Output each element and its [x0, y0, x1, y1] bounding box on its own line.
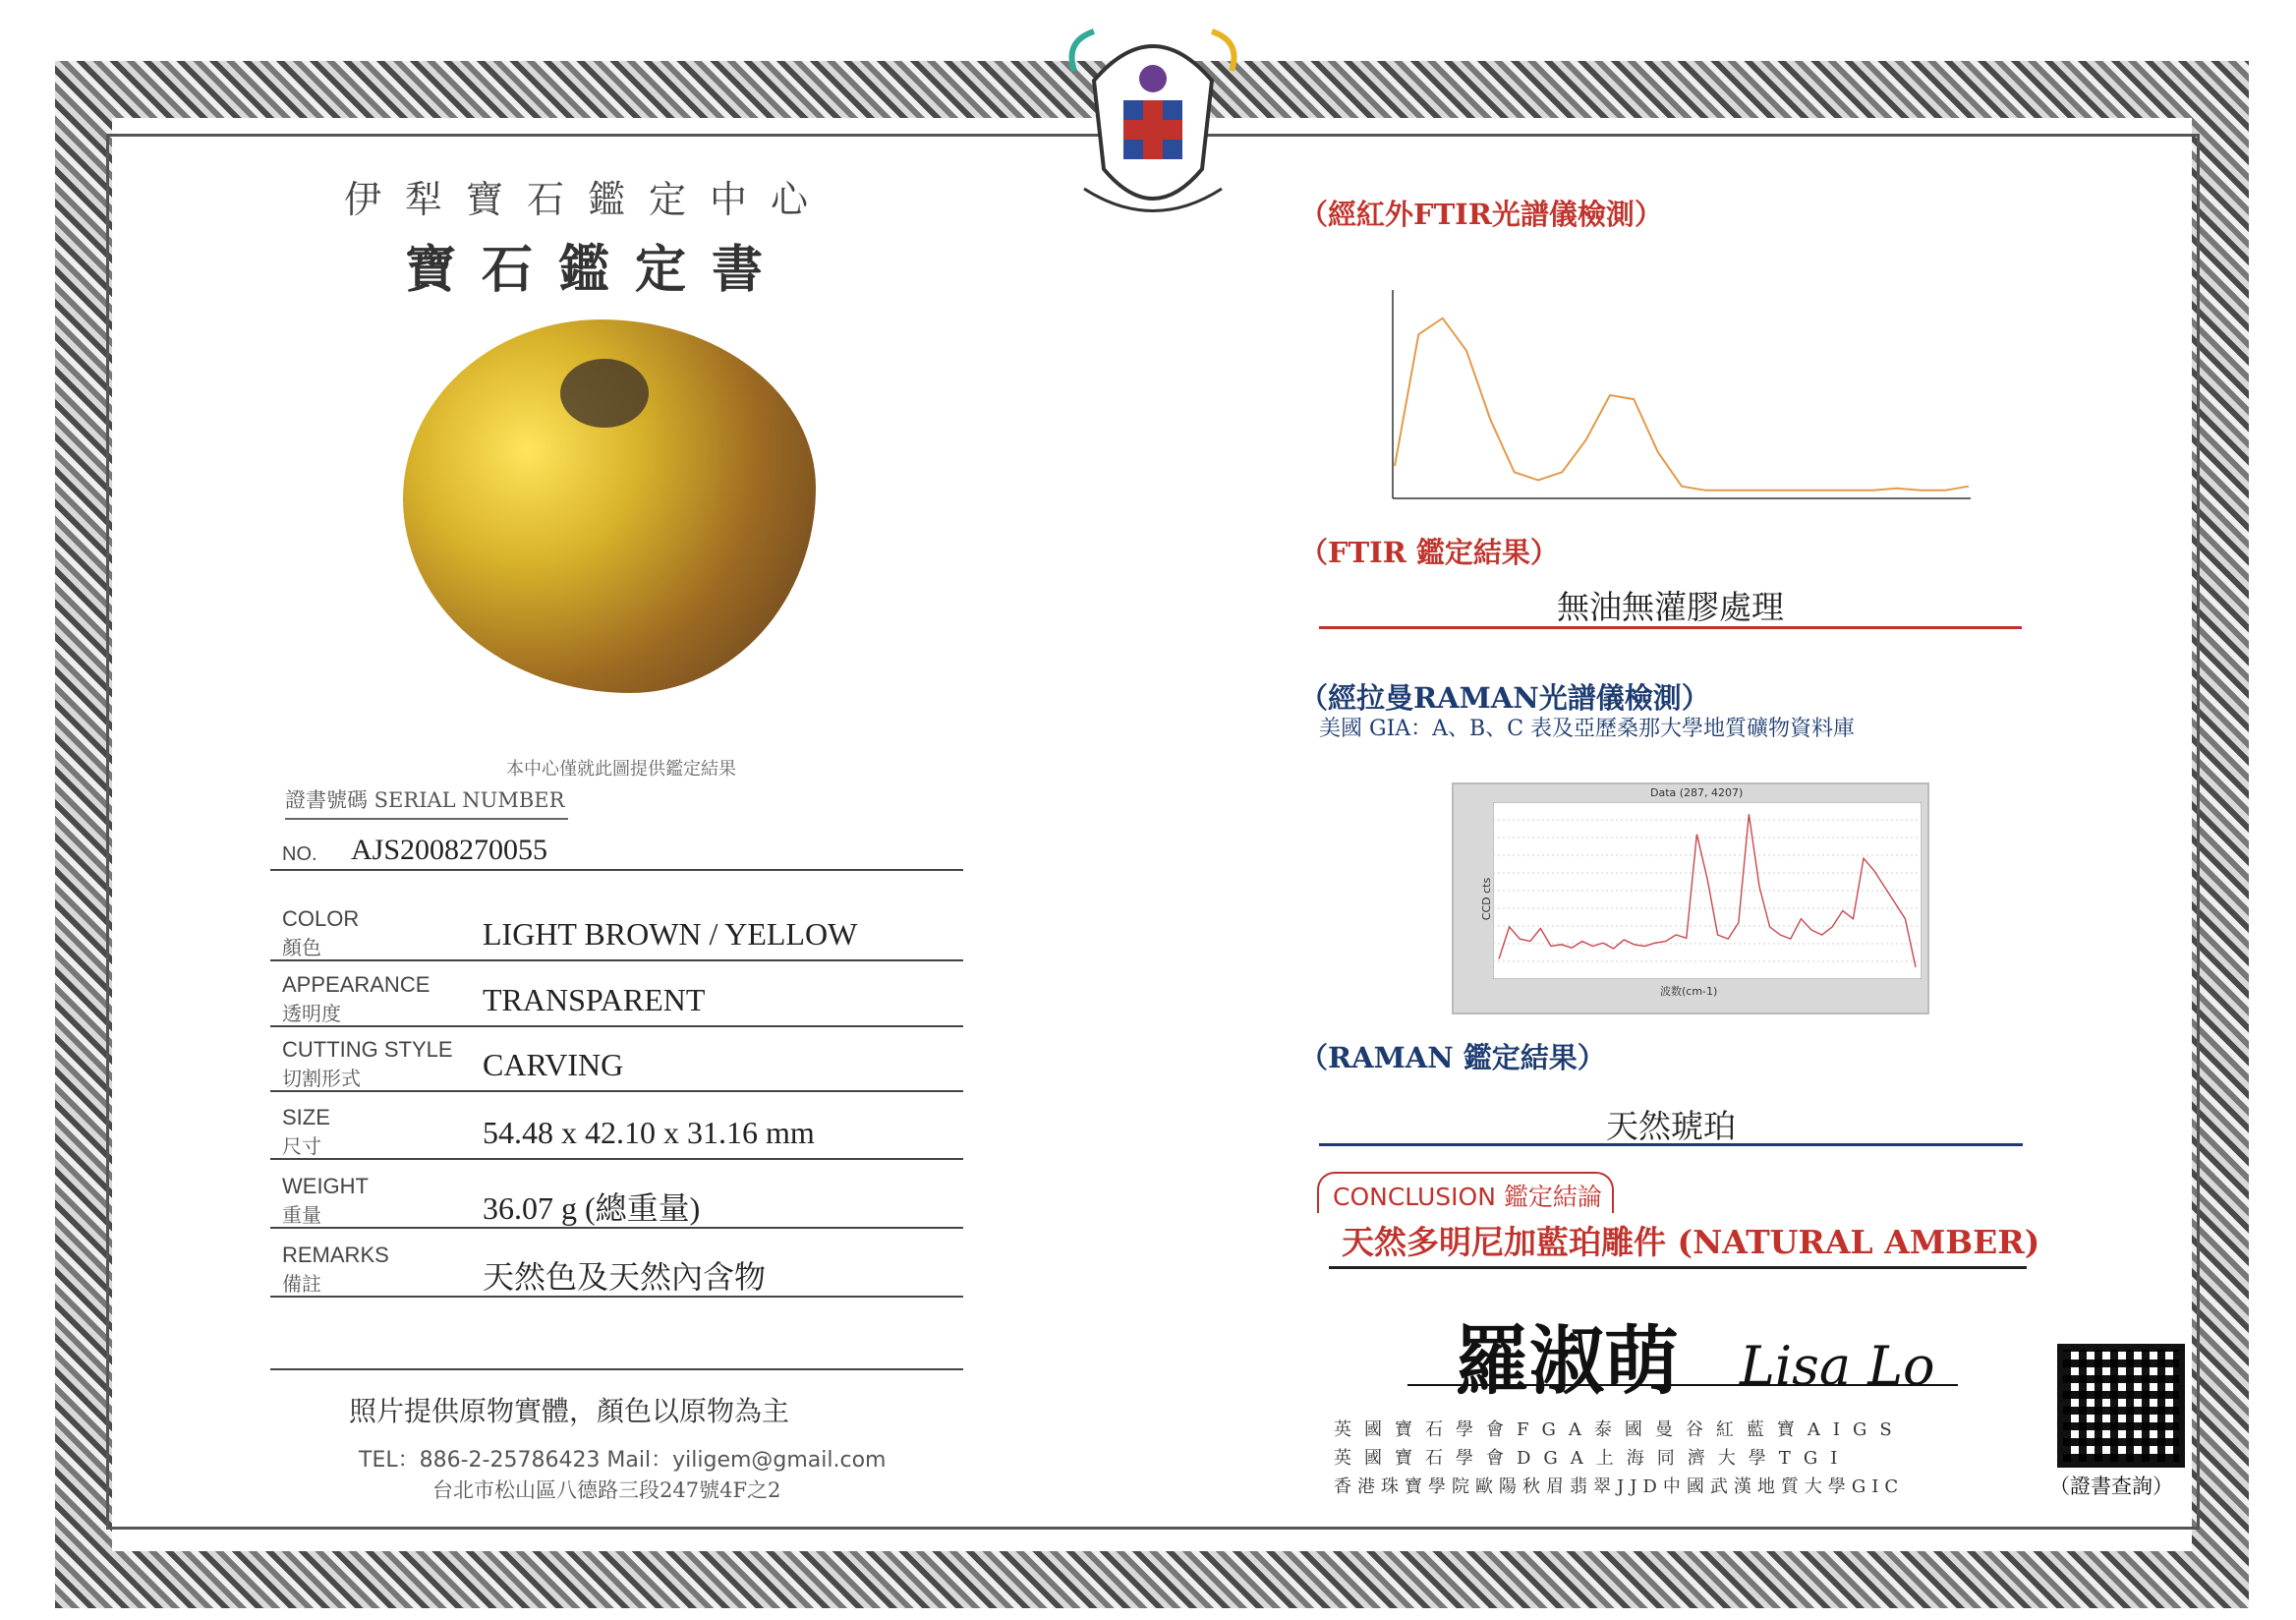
field-row-size [270, 1093, 963, 1160]
raman-x-label: 波数(cm-1) [1660, 985, 1718, 998]
field-label-en: CUTTING STYLE [282, 1037, 453, 1062]
raman-plot-title: Data (287, 4207) [1650, 786, 1744, 799]
crest-seal [1055, 22, 1251, 238]
qr-label: （證書查詢） [2049, 1475, 2173, 1498]
field-label-en: SIZE [282, 1105, 330, 1129]
signature-line [1407, 1384, 1958, 1386]
raman-heading: （經拉曼RAMAN光譜儀檢測） [1299, 681, 1710, 715]
field-row-color [270, 895, 963, 961]
conclusion-label: CONCLUSION 鑑定結論 [1317, 1172, 1614, 1213]
qr-code[interactable] [2057, 1344, 2185, 1468]
ftir-series-line [1395, 318, 1969, 491]
ftir-result: 無油無灌膠處理 [1319, 582, 2022, 629]
raman-reference: 美國 GIA：A、B、C 表及亞歷桑那大學地質礦物資料庫 [1319, 717, 1856, 741]
credential-line-2: 英國寶石學會DGA上海同濟大學TGI [1334, 1448, 1851, 1469]
field-value: 54.48 x 42.10 x 31.16 mm [483, 1115, 815, 1150]
conclusion-underline [1329, 1266, 2027, 1269]
credential-line-3: 香港珠寶學院歐陽秋眉翡翠JJD中國武漢地質大學GIC [1334, 1476, 1905, 1497]
raman-y-label: CCD cts [1480, 877, 1494, 921]
field-value: CARVING [483, 1047, 624, 1082]
raman-result-heading: （RAMAN 鑑定結果） [1299, 1041, 1606, 1074]
field-label-cn: 備註 [282, 1272, 321, 1296]
field-label-cn: 重量 [282, 1203, 321, 1227]
ftir-result-heading: （FTIR 鑑定結果） [1299, 536, 1559, 569]
field-label-en: REMARKS [282, 1243, 389, 1267]
document-title: 寶石鑑定書 [405, 240, 789, 300]
address: 台北市松山區八德路三段247號4F之2 [432, 1478, 781, 1502]
field-label-en: COLOR [282, 906, 360, 931]
signature-english: Lisa Lo [1740, 1335, 1935, 1397]
photo-caption: 本中心僅就此圖提供鑑定結果 [506, 759, 736, 780]
raman-result: 天然琥珀 [1319, 1101, 2023, 1146]
field-label-cn: 切割形式 [282, 1067, 361, 1090]
signature-chinese: 羅淑萌 [1455, 1317, 1679, 1405]
field-value: 36.07 g (總重量) [483, 1190, 701, 1226]
field-row-appearance [270, 960, 963, 1027]
photo-notice: 照片提供原物實體，顏色以原物為主 [349, 1395, 790, 1427]
conclusion-value: 天然多明尼加藍珀雕件 (NATURAL AMBER) [1342, 1223, 2040, 1261]
field-value: LIGHT BROWN / YELLOW [483, 916, 858, 952]
field-row-weight [270, 1162, 963, 1229]
field-value: 天然色及天然內含物 [483, 1259, 767, 1295]
ftir-heading: （經紅外FTIR光譜儀檢測） [1299, 198, 1663, 231]
raman-spectrum-chart [1452, 782, 1929, 1014]
credential-line-1: 英國寶石學會FGA泰國曼谷紅藍寶AIGS [1334, 1419, 1905, 1440]
divider [270, 1368, 963, 1370]
field-label-en: WEIGHT [282, 1174, 369, 1198]
serial-number: AJS2008270055 [351, 834, 548, 866]
field-value: TRANSPARENT [483, 982, 706, 1017]
field-row-cutting-style [270, 1025, 963, 1092]
field-label-cn: 透明度 [282, 1002, 341, 1025]
field-row-remarks [270, 1231, 963, 1298]
field-label-en: APPEARANCE [282, 972, 430, 997]
no-label: NO. [282, 843, 317, 865]
contact-info: TEL：886-2-25786423 Mail：yiligem@gmail.com [359, 1448, 887, 1473]
serial-row [270, 822, 963, 871]
serial-label: 證書號碼 SERIAL NUMBER [285, 784, 568, 820]
org-name: 伊犁寶石鑑定中心 [344, 178, 832, 221]
field-label-cn: 顏色 [282, 936, 321, 959]
ftir-spectrum-chart [1371, 280, 1980, 506]
field-label-cn: 尺寸 [282, 1134, 321, 1158]
